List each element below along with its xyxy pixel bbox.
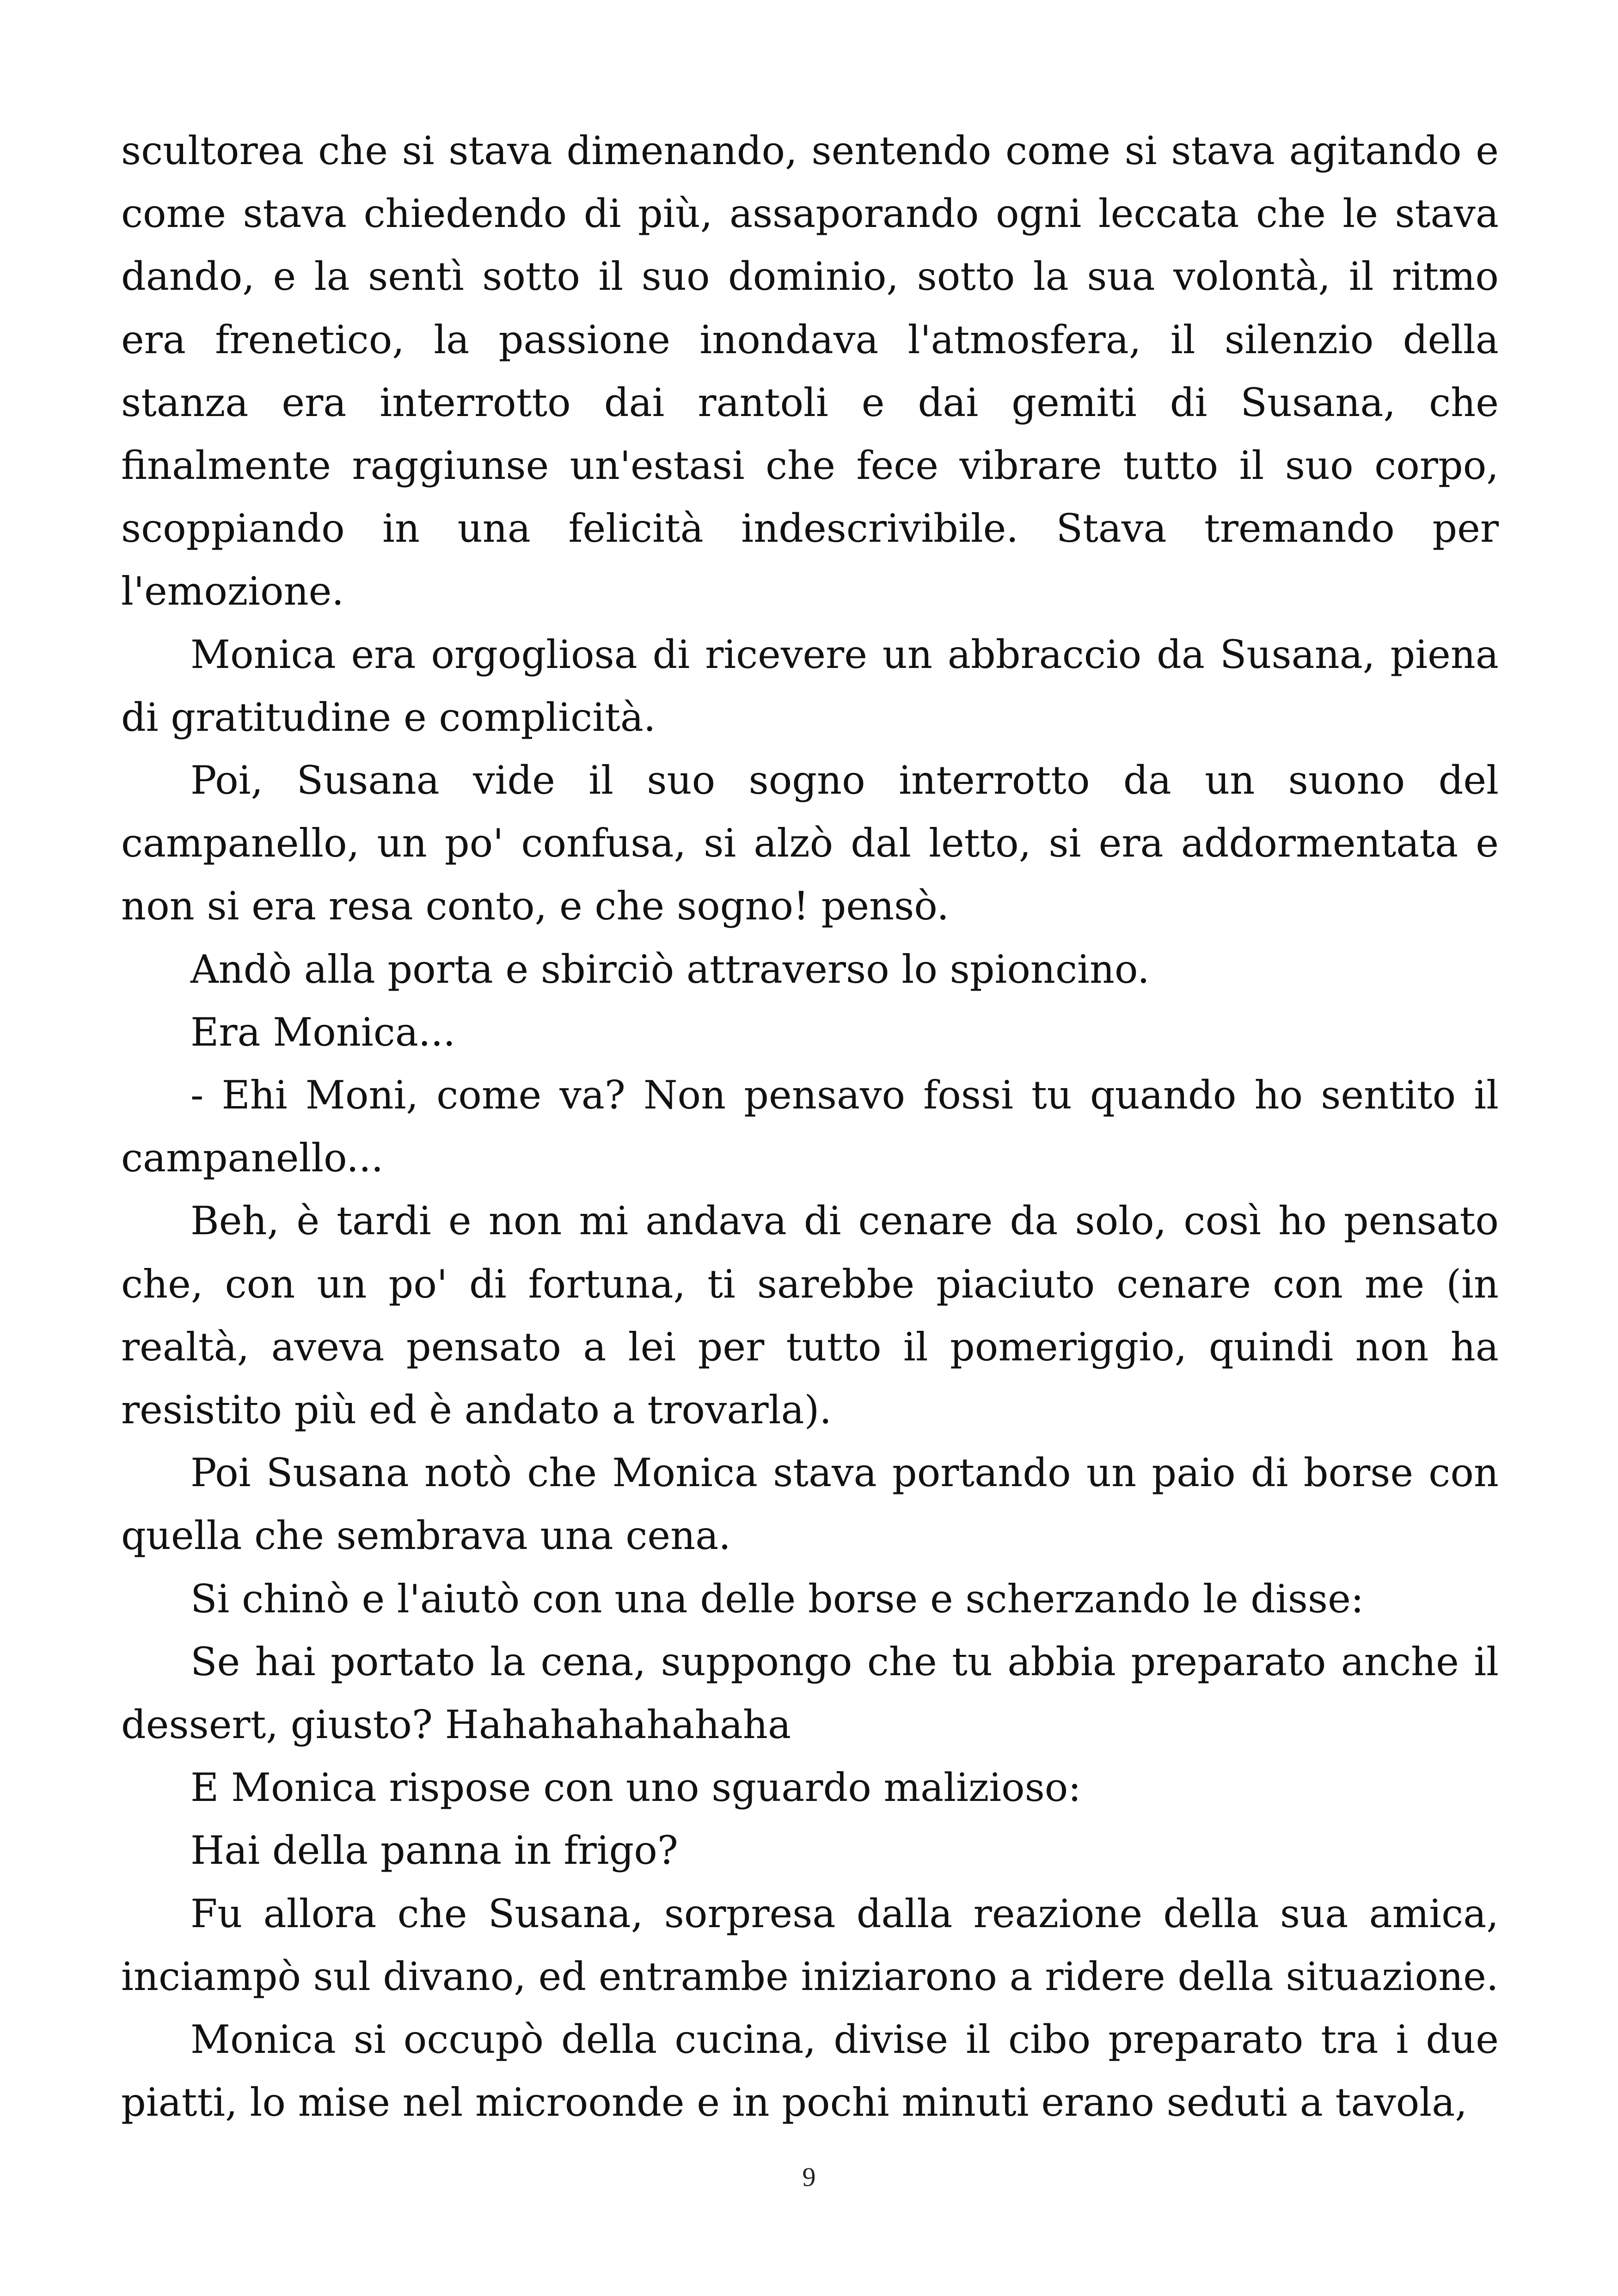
paragraph: Se hai portato la cena, suppongo che tu abbia preparato anche il dessert, giusto? Hahahahahahaha — [121, 1639, 1499, 1748]
paragraph: E Monica rispose con uno sguardo malizioso: — [190, 1765, 1081, 1811]
paragraph-continuation: scultorea che si stava dimenando, sentendo come si stava agitando e come stava chiedendo di più, assaporando ogni leccata che le stava dando, e la sentì sotto il suo dominio, sotto la sua volontà, il ritmo era frenetico, la passione inondava l'atmosfera, il silenzio della stanza era interrotto dai rantoli e dai gemiti di Susana, che finalmente raggiunse un'estasi che fece vibrare tutto il suo corpo, scoppiando in una felicità indescrivibile. Stava tremando per l'emozione. — [121, 128, 1499, 614]
paragraph: Hai della panna in frigo? — [190, 1828, 678, 1874]
paragraph: Poi, Susana vide il suo sogno interrotto da un suono del campanello, un po' confusa, si alzò dal letto, si era addormentata e non si era resa conto, e che sogno! pensò. — [121, 758, 1499, 929]
paragraph: Andò alla porta e sbirciò attraverso lo spioncino. — [190, 946, 1150, 992]
paragraph: - Ehi Moni, come va? Non pensavo fossi tu quando ho sentito il campanello... — [121, 1072, 1499, 1181]
paragraph: Poi Susana notò che Monica stava portando un paio di borse con quella che sembrava una cena. — [121, 1450, 1499, 1559]
page-number: 9 — [802, 2162, 816, 2192]
paragraph: Monica si occupò della cucina, divise il cibo preparato tra i due piatti, lo mise nel microonde e in pochi minuti erano seduti a tavola, — [121, 2017, 1499, 2125]
paragraph: Si chinò e l'aiutò con una delle borse e scherzando le disse: — [190, 1576, 1364, 1622]
paragraph: Fu allora che Susana, sorpresa dalla reazione della sua amica, inciampò sul divano, ed entrambe iniziarono a ridere della situazione. — [121, 1891, 1499, 1999]
paragraph: Era Monica... — [190, 1009, 456, 1055]
paragraph: Beh, è tardi e non mi andava di cenare da solo, così ho pensato che, con un po' di fortuna, ti sarebbe piaciuto cenare con me (in realtà, aveva pensato a lei per tutto il pomeriggio, quindi non ha resistito più ed è andato a trovarla). — [121, 1198, 1499, 1433]
body-text — [121, 119, 1499, 2134]
paragraph: Monica era orgogliosa di ricevere un abbraccio da Susana, piena di gratitudine e complicità. — [121, 631, 1499, 740]
